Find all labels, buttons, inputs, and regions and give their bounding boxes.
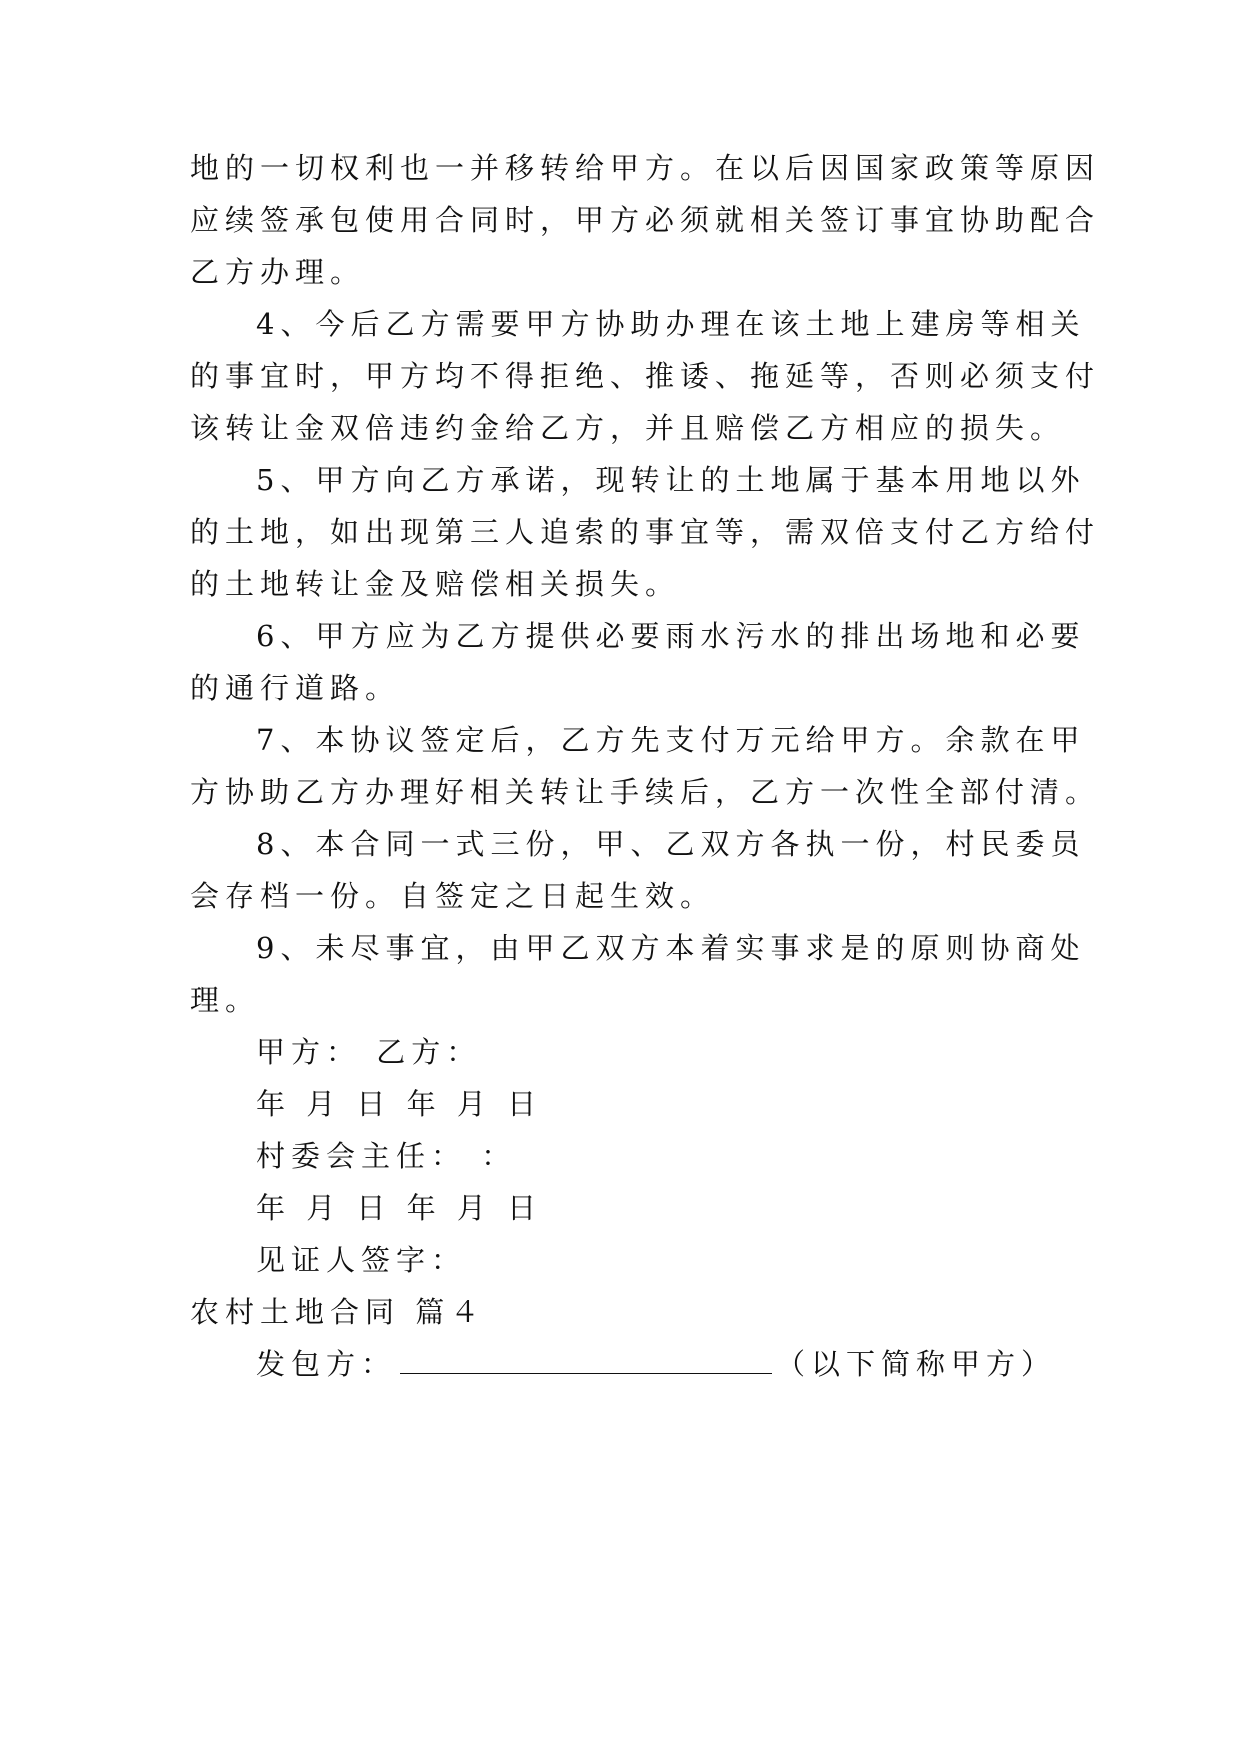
signature-parties: 甲方： 乙方：: [256, 1035, 482, 1069]
clause-9-line: 9、未尽事宜，由甲乙双方本着实事求是的原则协商处: [256, 931, 1086, 965]
contractor-label: 发包方：: [256, 1347, 397, 1381]
paragraph-line: 方协助乙方办理好相关转让手续后，乙方一次性全部付清。: [190, 775, 1101, 809]
section-heading: 农村土地合同 篇４: [190, 1295, 486, 1329]
signature-date: 年 月 日 年 月 日: [256, 1191, 543, 1225]
clause-4-line: 4、今后乙方需要甲方协助办理在该土地上建房等相关: [256, 307, 1086, 341]
paragraph-line: 理。: [190, 983, 261, 1017]
paragraph-line: 地的一切权利也一并移转给甲方。在以后因国家政策等原因: [190, 151, 1101, 185]
clause-5-line: 5、甲方向乙方承诺，现转让的土地属于基本用地以外: [256, 463, 1086, 497]
contractor-line: [256, 1344, 1136, 1384]
paragraph-line: 该转让金双倍违约金给乙方，并且赔偿乙方相应的损失。: [190, 411, 1066, 445]
paragraph-line: 应续签承包使用合同时，甲方必须就相关签订事宜协助配合: [190, 203, 1101, 237]
contractor-suffix: （以下简称甲方）: [776, 1347, 1057, 1381]
clause-7-line: 7、本协议签定后，乙方先支付万元给甲方。余款在甲: [256, 723, 1086, 757]
witness-signature: 见证人签字：: [256, 1243, 467, 1277]
paragraph-line: 的通行道路。: [190, 671, 401, 705]
paragraph-line: 的土地转让金及赔偿相关损失。: [190, 567, 681, 601]
village-committee-director: 村委会主任： ：: [256, 1139, 517, 1173]
signature-date: 年 月 日 年 月 日: [256, 1087, 543, 1121]
clause-6-line: 6、甲方应为乙方提供必要雨水污水的排出场地和必要: [256, 619, 1086, 653]
contractor-blank-field: [400, 1347, 772, 1374]
clause-8-line: 8、本合同一式三份，甲、乙双方各执一份，村民委员: [256, 827, 1086, 861]
paragraph-line: 的土地，如出现第三人追索的事宜等，需双倍支付乙方给付: [190, 515, 1101, 549]
paragraph-line: 的事宜时，甲方均不得拒绝、推诿、拖延等，否则必须支付: [190, 359, 1101, 393]
paragraph-line: 会存档一份。自签定之日起生效。: [190, 879, 716, 913]
paragraph-line: 乙方办理。: [190, 255, 366, 289]
